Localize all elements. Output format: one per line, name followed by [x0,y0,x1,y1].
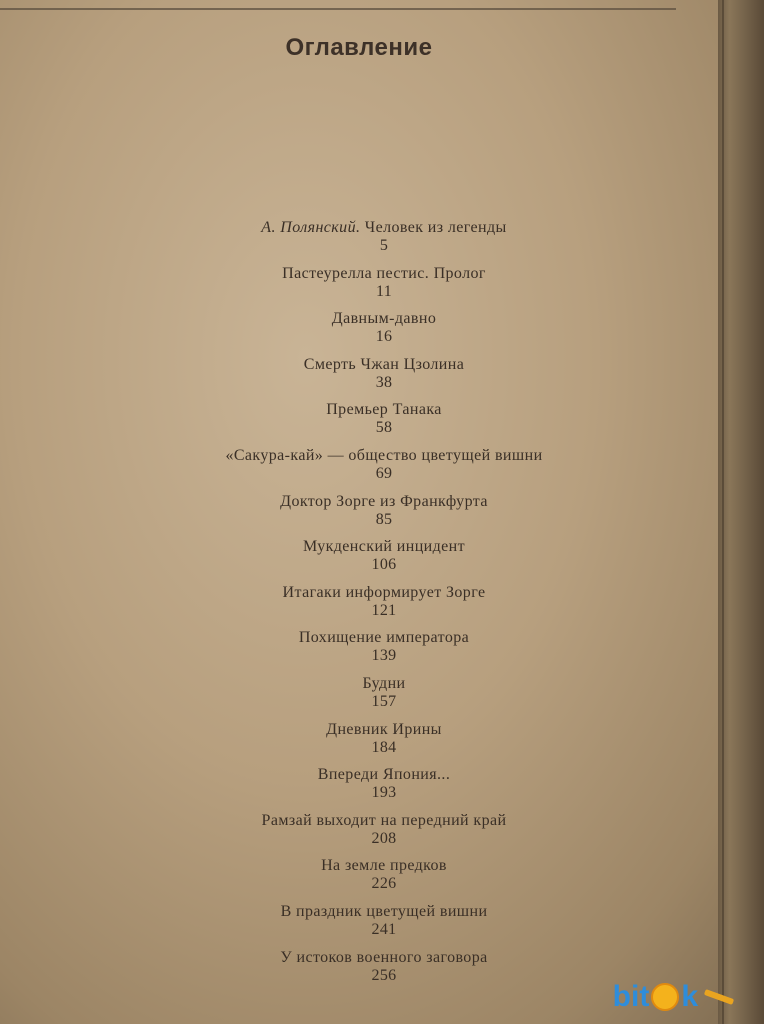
toc-entry [0,628,764,674]
toc-entry-title: Итагаки информирует Зорге [282,583,486,601]
toc-entry-title: Рамзай выходит на передний край [261,811,507,829]
toc-entry-title [0,218,764,238]
toc-entry [0,446,764,492]
toc-entry-title: Похищение императора [298,629,470,647]
toc-entry-title: На земле предков [321,857,447,875]
toc-entry-page: 5 [379,237,389,254]
toc-entry-title: Впереди Япония... [317,766,451,784]
toc-entry-page: 38 [375,373,393,391]
toc-entry-title: Доктор Зорге из Франкфурта [280,492,488,510]
toc-entry [0,811,764,857]
toc-entry-page: 16 [375,328,393,346]
toc-entry-page: 121 [371,601,397,619]
toc-entry [0,309,764,355]
toc-entry-page: 69 [375,464,393,482]
watermark-logo [613,980,734,1014]
toc-entry-page: 256 [371,966,397,984]
toc-entry [0,720,764,766]
toc-entry [0,583,764,629]
toc-entry [0,765,764,811]
toc-entry-title: Дневник Ирины [326,720,442,738]
toc-entry [0,400,764,446]
toc-entry-page: 241 [371,920,397,938]
toc-entry [0,492,764,538]
toc-entry [0,902,764,948]
toc-entry-title-text: Человек из легенды [364,219,507,236]
page-title: Оглавление [285,34,433,61]
toc-entry-page: 184 [371,738,397,756]
toc-entry-page: 157 [371,692,397,710]
toc-entry-page: 193 [371,784,397,802]
toc-entry-title: Смерть Чжан Цзолина [303,355,465,373]
top-rule [0,8,676,10]
toc-entry [0,856,764,902]
toc-entry-page: 85 [375,510,393,528]
toc-entry-page: 106 [371,556,397,574]
toc-entry-title: Будни [362,674,406,692]
toc-entry-title: Давным-давно [331,310,437,328]
toc-entry [0,674,764,720]
toc-entry [0,218,764,264]
toc-entry-title: Пастеурелла пестис. Пролог [282,264,486,282]
toc-entry-page: 11 [375,282,392,300]
hammer-icon [704,989,734,1005]
toc-entry-title: Премьер Танака [326,401,442,419]
watermark-text-left: bit [612,980,650,1013]
coin-icon [651,983,679,1011]
toc-entry [0,355,764,401]
toc-entry-page: 58 [375,419,393,437]
toc-entry [0,537,764,583]
toc-entry-page: 208 [371,829,397,847]
toc-entry-title: У истоков военного заговора [280,948,488,966]
toc-entry-title: В праздник цветущей вишни [280,902,488,920]
toc-entry-title: Мукденский инцидент [302,538,466,556]
watermark-text-right: k [681,980,698,1013]
toc-entry-page: 226 [371,875,397,893]
toc-entry [0,264,764,310]
toc-entry-title: «Сакура-кай» — общество цветущей вишни [225,446,543,464]
toc-entry-author: А. Полянский. [261,219,361,236]
toc-entry-page: 139 [371,647,397,665]
table-of-contents [0,218,764,993]
